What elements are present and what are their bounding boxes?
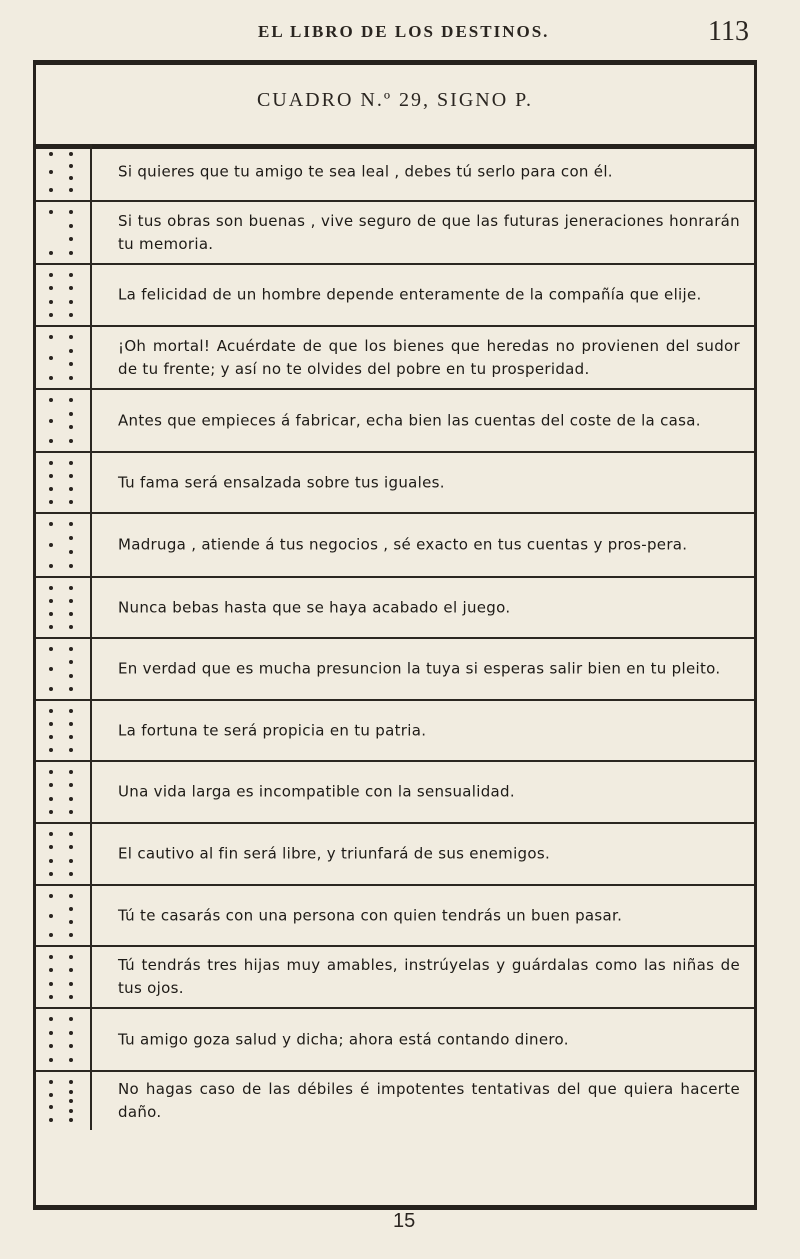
dot-mark — [69, 152, 73, 156]
dot-mark — [49, 722, 53, 726]
dot-mark — [69, 398, 73, 402]
dot-mark — [49, 152, 53, 156]
table-row — [36, 639, 754, 701]
table-row — [36, 762, 754, 824]
dot-mark — [49, 170, 53, 174]
dot-mark — [69, 522, 73, 526]
dot-mark — [69, 612, 73, 616]
dot-mark — [69, 500, 73, 504]
dot-mark — [49, 586, 53, 590]
dot-mark — [49, 797, 53, 801]
table-row — [36, 947, 754, 1009]
dot-mark — [69, 176, 73, 180]
dot-mark — [49, 376, 53, 380]
dot-mark — [69, 894, 73, 898]
dot-mark — [49, 461, 53, 465]
dot-mark — [49, 1044, 53, 1048]
dot-mark — [69, 313, 73, 317]
signature-mark: 15 — [393, 1210, 416, 1232]
dot-mark — [69, 1080, 73, 1084]
dot-mark — [69, 797, 73, 801]
oracle-text: Una vida larga es incompatible con la sensualidad. — [118, 782, 515, 801]
oracle-text: En verdad que es mucha presuncion la tuya si esperas salir bien en tu pleito. — [118, 659, 721, 678]
page-number: 113 — [708, 16, 749, 47]
geomancy-figure — [36, 762, 92, 822]
table-row — [36, 824, 754, 886]
dot-mark — [49, 335, 53, 339]
dot-mark — [69, 832, 73, 836]
dot-mark — [69, 660, 73, 664]
dot-mark — [49, 647, 53, 651]
dot-mark — [49, 770, 53, 774]
dot-mark — [69, 687, 73, 691]
geomancy-figure — [36, 824, 92, 884]
dot-mark — [69, 376, 73, 380]
dot-mark — [49, 612, 53, 616]
dot-mark — [69, 349, 73, 353]
geomancy-figure — [36, 1009, 92, 1070]
geomancy-figure — [36, 514, 92, 576]
dot-mark — [49, 210, 53, 214]
dot-mark — [69, 748, 73, 752]
dot-mark — [69, 300, 73, 304]
dot-mark — [69, 586, 73, 590]
geomancy-figure — [36, 947, 92, 1007]
dot-mark — [49, 500, 53, 504]
dot-mark — [69, 1090, 73, 1094]
dot-mark — [69, 933, 73, 937]
dot-mark — [69, 1031, 73, 1035]
dot-mark — [69, 461, 73, 465]
table-row — [36, 327, 754, 390]
dot-mark — [69, 920, 73, 924]
dot-mark — [49, 1118, 53, 1122]
dot-mark — [69, 968, 73, 972]
dot-mark — [49, 914, 53, 918]
dot-mark — [69, 995, 73, 999]
dot-mark — [69, 982, 73, 986]
dot-mark — [69, 907, 73, 911]
dot-mark — [49, 313, 53, 317]
oracle-rows — [36, 144, 754, 1130]
dot-mark — [49, 859, 53, 863]
oracle-text: Madruga , atiende á tus negocios , sé exacto en tus cuentas y pros-pera. — [118, 535, 688, 554]
geomancy-figure — [36, 886, 92, 945]
dot-mark — [69, 709, 73, 713]
geomancy-figure — [36, 639, 92, 699]
dot-mark — [49, 687, 53, 691]
table-row — [36, 390, 754, 453]
geomancy-figure — [36, 701, 92, 760]
dot-mark — [49, 474, 53, 478]
dot-mark — [49, 667, 53, 671]
dot-mark — [49, 251, 53, 255]
dot-mark — [49, 419, 53, 423]
oracle-text: La fortuna te será propicia en tu patria. — [118, 721, 427, 739]
dot-mark — [49, 1058, 53, 1062]
dot-mark — [69, 722, 73, 726]
cuadro-title: CUADRO N.º 29, SIGNO P. — [256, 89, 534, 111]
dot-mark — [69, 362, 73, 366]
dot-mark — [49, 398, 53, 402]
dot-mark — [69, 237, 73, 241]
dot-mark — [49, 1093, 53, 1097]
oracle-text: Tu fama será ensalzada sobre tus iguales. — [118, 473, 445, 491]
dot-mark — [69, 1109, 73, 1113]
dot-mark — [69, 210, 73, 214]
dot-mark — [69, 487, 73, 491]
dot-mark — [49, 300, 53, 304]
table-row — [36, 886, 754, 947]
dot-mark — [69, 1099, 73, 1103]
cuadro-table — [33, 60, 757, 1210]
geomancy-figure — [36, 1072, 92, 1130]
dot-mark — [49, 1031, 53, 1035]
dot-mark — [69, 164, 73, 168]
dot-mark — [69, 783, 73, 787]
dot-mark — [49, 995, 53, 999]
geomancy-figure — [36, 327, 92, 388]
dot-mark — [49, 783, 53, 787]
dot-mark — [49, 487, 53, 491]
dot-mark — [69, 188, 73, 192]
dot-mark — [49, 439, 53, 443]
dot-mark — [49, 709, 53, 713]
dot-mark — [69, 770, 73, 774]
oracle-text: Nunca bebas hasta que se haya acabado el juego. — [118, 598, 511, 616]
oracle-text: Tú te casarás con una persona con quien tendrás un buen pasar. — [118, 906, 623, 924]
dot-mark — [69, 564, 73, 568]
oracle-text: Antes que empieces á fabricar, echa bien las cuentas del coste de la casa. — [118, 411, 701, 429]
geomancy-figure — [36, 144, 92, 200]
oracle-text: Tú tendrás tres hijas muy amables, instrúyelas y guárdalas como las niñas de tus ojos. — [118, 956, 740, 997]
dot-mark — [49, 564, 53, 568]
dot-mark — [69, 335, 73, 339]
geomancy-figure — [36, 265, 92, 325]
dot-mark — [49, 968, 53, 972]
table-row — [36, 1009, 754, 1072]
dot-mark — [69, 550, 73, 554]
dot-mark — [49, 748, 53, 752]
table-row — [36, 202, 754, 265]
dot-mark — [69, 810, 73, 814]
dot-mark — [49, 522, 53, 526]
table-row — [36, 514, 754, 578]
geomancy-figure — [36, 453, 92, 512]
dot-mark — [69, 425, 73, 429]
dot-mark — [69, 1058, 73, 1062]
dot-mark — [69, 439, 73, 443]
dot-mark — [69, 474, 73, 478]
cuadro-header — [36, 65, 754, 149]
oracle-text: ¡Oh mortal! Acuérdate de que los bienes que heredas no provienen del sudor de tu frente; y así no te olvides del pobre en tu prosperidad. — [118, 336, 740, 378]
dot-mark — [69, 1118, 73, 1122]
dot-mark — [49, 1080, 53, 1084]
dot-mark — [49, 286, 53, 290]
dot-mark — [69, 251, 73, 255]
dot-mark — [49, 188, 53, 192]
table-row — [36, 144, 754, 202]
dot-mark — [49, 933, 53, 937]
dot-mark — [69, 286, 73, 290]
dot-mark — [49, 625, 53, 629]
oracle-text: No hagas caso de las débiles é impotentes tentativas del que quiera hacerte daño. — [118, 1080, 740, 1121]
dot-mark — [69, 599, 73, 603]
dot-mark — [49, 982, 53, 986]
dot-mark — [49, 832, 53, 836]
table-row — [36, 701, 754, 762]
dot-mark — [69, 224, 73, 228]
dot-mark — [49, 1105, 53, 1109]
oracle-text: La felicidad de un hombre depende enteramente de la compañía que elije. — [118, 285, 702, 304]
running-head — [0, 16, 800, 52]
dot-mark — [49, 735, 53, 739]
dot-mark — [69, 674, 73, 678]
dot-mark — [69, 735, 73, 739]
dot-mark — [69, 273, 73, 277]
dot-mark — [69, 647, 73, 651]
dot-mark — [69, 625, 73, 629]
table-row — [36, 578, 754, 639]
dot-mark — [49, 599, 53, 603]
dot-mark — [69, 1044, 73, 1048]
dot-mark — [69, 1017, 73, 1021]
table-row — [36, 1072, 754, 1130]
oracle-text: Tu amigo goza salud y dicha; ahora está contando dinero. — [118, 1030, 569, 1048]
oracle-text: Si tus obras son buenas , vive seguro de que las futuras jeneraciones honrarán tu memoria. — [118, 211, 740, 253]
dot-mark — [69, 845, 73, 849]
book-title: EL LIBRO DE LOS DESTINOS. — [258, 22, 550, 41]
geomancy-figure — [36, 390, 92, 451]
dot-mark — [49, 1017, 53, 1021]
oracle-text: El cautivo al fin será libre, y triunfará de sus enemigos. — [118, 844, 551, 863]
table-row — [36, 265, 754, 327]
geomancy-figure — [36, 578, 92, 637]
dot-mark — [49, 543, 53, 547]
dot-mark — [49, 273, 53, 277]
dot-mark — [69, 872, 73, 876]
dot-mark — [49, 810, 53, 814]
dot-mark — [49, 356, 53, 360]
dot-mark — [49, 872, 53, 876]
dot-mark — [69, 412, 73, 416]
dot-mark — [69, 536, 73, 540]
dot-mark — [49, 955, 53, 959]
dot-mark — [69, 859, 73, 863]
dot-mark — [69, 955, 73, 959]
dot-mark — [49, 894, 53, 898]
dot-mark — [49, 845, 53, 849]
oracle-text: Si quieres que tu amigo te sea leal , debes tú serlo para con él. — [118, 162, 613, 181]
table-row — [36, 453, 754, 514]
geomancy-figure — [36, 202, 92, 263]
